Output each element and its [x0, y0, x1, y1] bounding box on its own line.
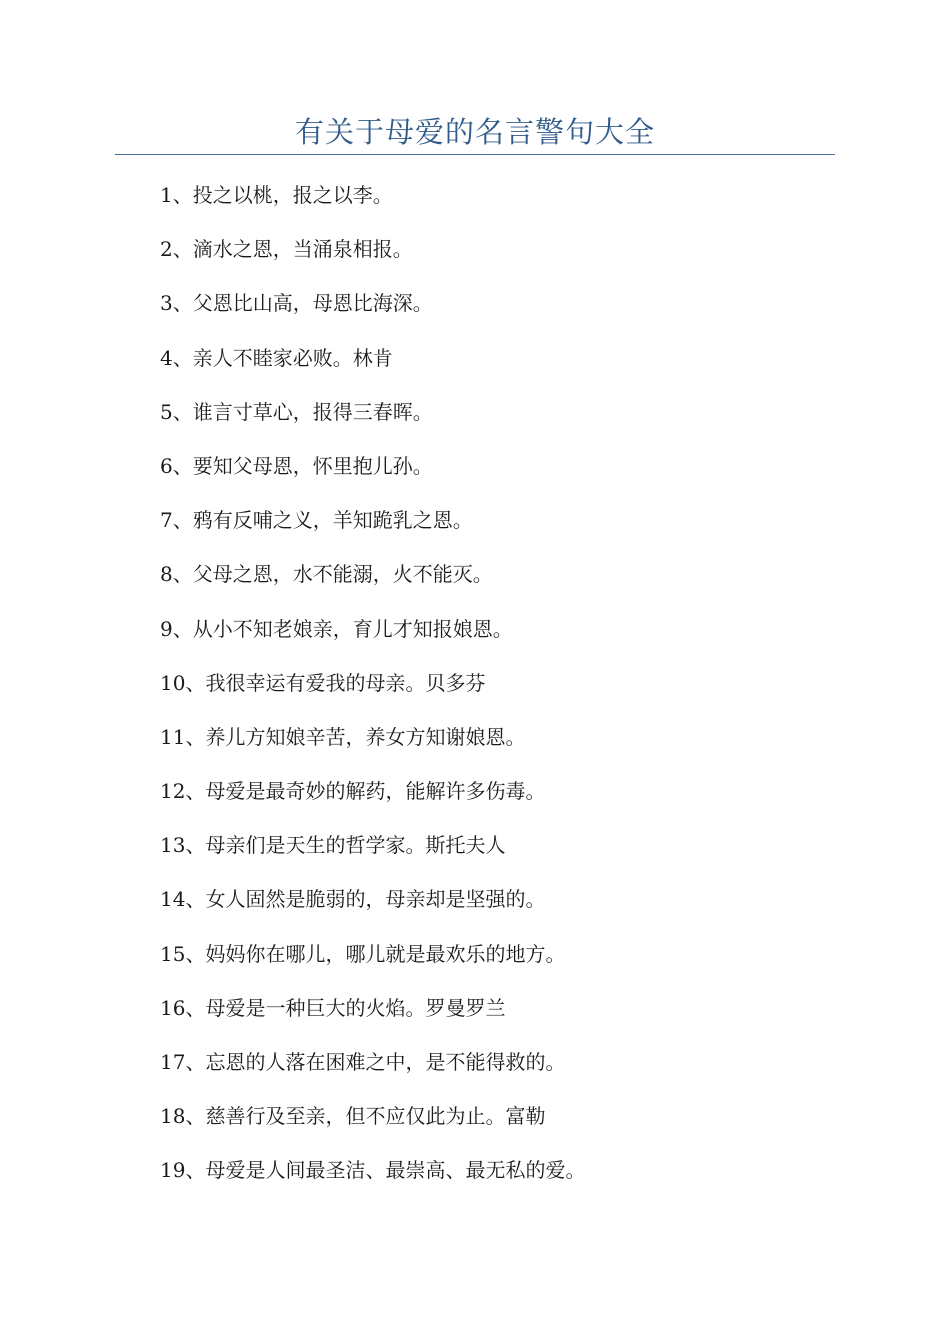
- quote-item: 12、母爱是最奇妙的解药，能解许多伤毒。: [160, 779, 546, 804]
- quote-item: 14、女人固然是脆弱的，母亲却是坚强的。: [160, 887, 546, 912]
- quote-item: 2、滴水之恩，当涌泉相报。: [160, 237, 413, 262]
- quote-item: 8、父母之恩，水不能溺，火不能灭。: [160, 562, 493, 587]
- quote-item: 15、妈妈你在哪儿，哪儿就是最欢乐的地方。: [160, 941, 566, 966]
- quote-item: 5、谁言寸草心，报得三春晖。: [160, 399, 433, 424]
- quote-item: 1、投之以桃，报之以李。: [160, 183, 393, 207]
- quote-item: 7、鸦有反哺之义，羊知跪乳之恩。: [160, 508, 473, 533]
- quote-item: 13、母亲们是天生的哲学家。斯托夫人: [160, 833, 506, 858]
- title-underline: [115, 154, 835, 155]
- document-title: 有关于母爱的名言警句大全: [294, 115, 655, 149]
- quote-item: 18、慈善行及至亲，但不应仅此为止。富勒: [160, 1104, 546, 1129]
- quote-item: 6、要知父母恩，怀里抱儿孙。: [160, 453, 433, 478]
- quote-item: 3、父恩比山高，母恩比海深。: [160, 291, 433, 316]
- quote-item: 19、母爱是人间最圣洁、最崇高、最无私的爱。: [160, 1158, 586, 1183]
- quote-item: 16、母爱是一种巨大的火焰。罗曼罗兰: [160, 995, 506, 1020]
- quote-item: 11、养儿方知娘辛苦，养女方知谢娘恩。: [160, 724, 526, 749]
- quote-list: [160, 178, 800, 1208]
- quote-item: 9、从小不知老娘亲，育儿才知报娘恩。: [160, 616, 513, 641]
- quote-item: 4、亲人不睦家必败。林肯: [160, 345, 393, 370]
- quote-item: 10、我很幸运有爱我的母亲。贝多芬: [160, 670, 486, 695]
- quote-item: 17、忘恩的人落在困难之中，是不能得救的。: [160, 1050, 566, 1074]
